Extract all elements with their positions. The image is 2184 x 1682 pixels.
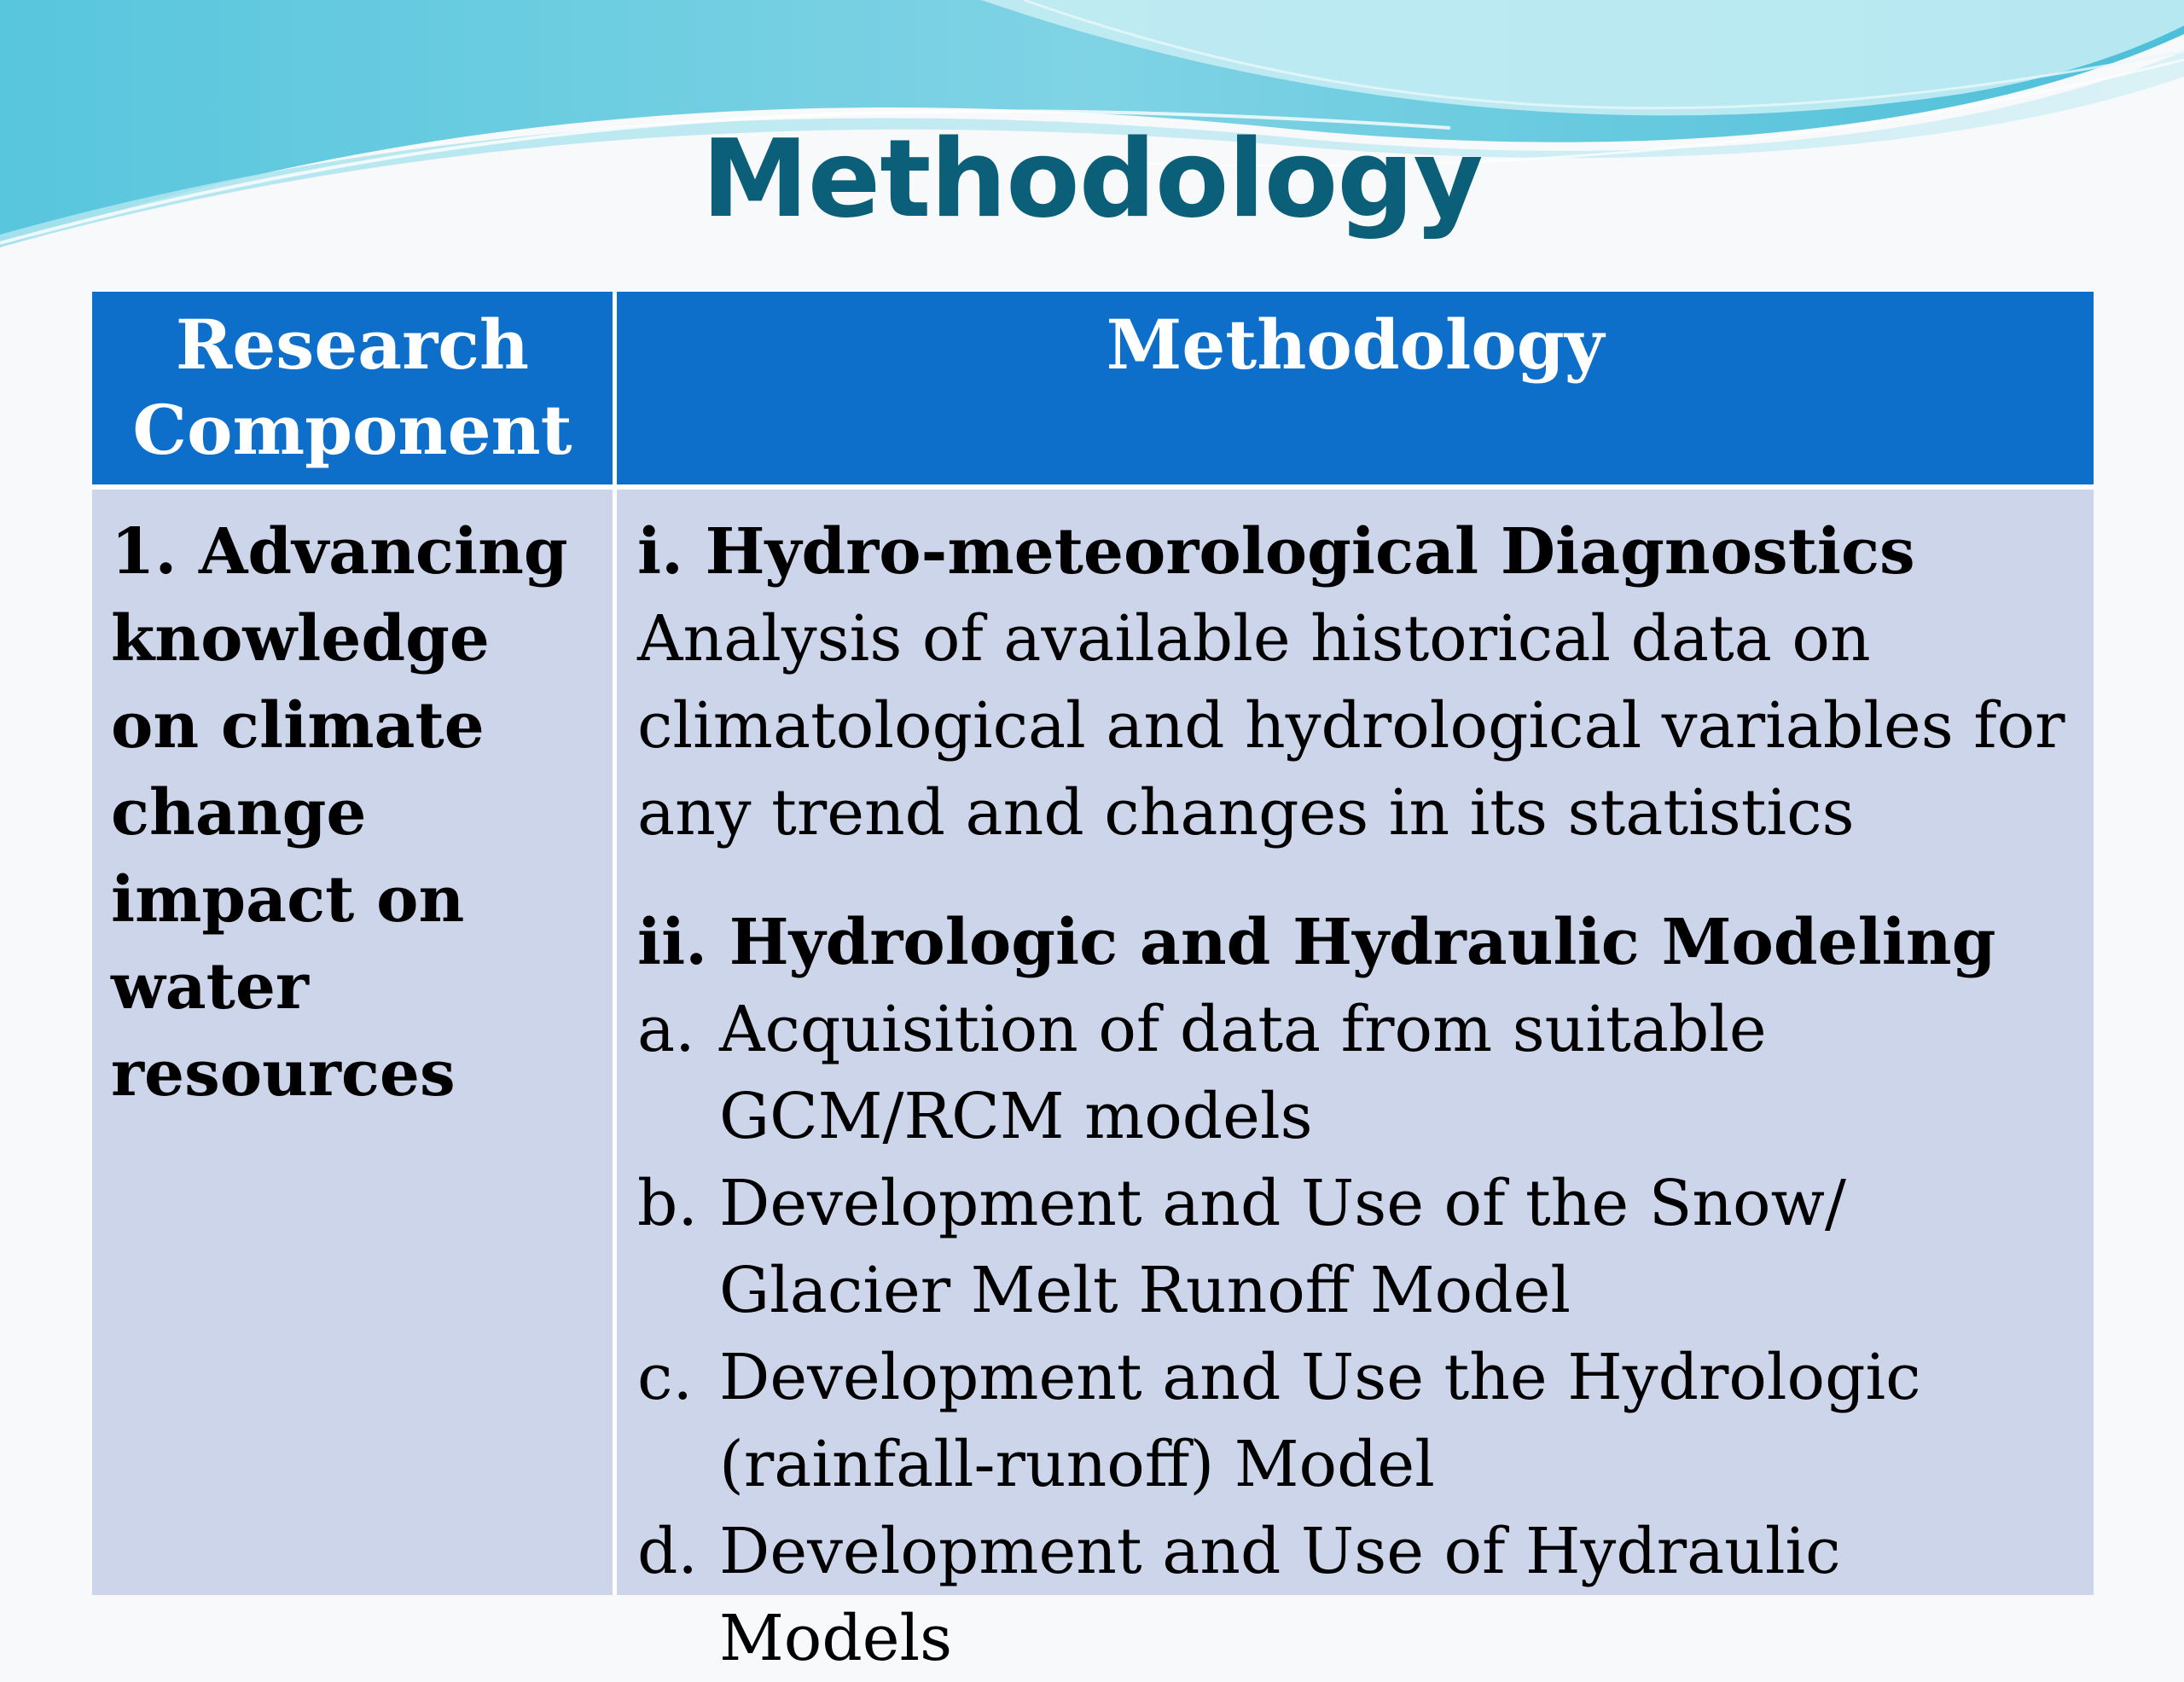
- list-item-text: Acquisition of data from suitable GCM/RCM models: [719, 993, 1767, 1153]
- list-item-letter: b.: [637, 1167, 698, 1240]
- slide-title: Methodology: [701, 116, 1483, 241]
- methodology-table: [92, 292, 2094, 1675]
- list-item-text: Development and Use of the Snow/ Glacier Melt Runoff Model: [719, 1167, 1846, 1327]
- list-item-text: Development and Use of Hydraulic Models: [719, 1515, 1841, 1675]
- methodology-cell: [617, 484, 2094, 1675]
- header-methodology: Methodology: [617, 292, 2094, 484]
- list-item-letter: a.: [637, 993, 695, 1066]
- header-research-component: Research Component: [92, 292, 617, 484]
- section-text-diagnostics: Analysis of available historical data on climatological and hydrological variables for any trend and changes in its statistics: [637, 602, 2065, 850]
- list-item-letter: d.: [637, 1515, 698, 1588]
- section-title-modeling: ii. Hydrologic and Hydraulic Modeling: [637, 906, 1996, 979]
- list-item: [637, 1334, 2085, 1508]
- list-item-text: Development and Use the Hydrologic (rainfall-runoff) Model: [719, 1341, 1921, 1501]
- research-component-cell: 1. Advancing knowledge on climate change impact on water resources: [92, 484, 617, 1595]
- section-title-diagnostics: i. Hydro-meteorological Diagnostics: [637, 515, 1915, 589]
- list-item: [637, 986, 2085, 1160]
- list-item: [637, 1160, 2085, 1334]
- list-item-letter: c.: [637, 1341, 693, 1414]
- list-item: [637, 1508, 2085, 1682]
